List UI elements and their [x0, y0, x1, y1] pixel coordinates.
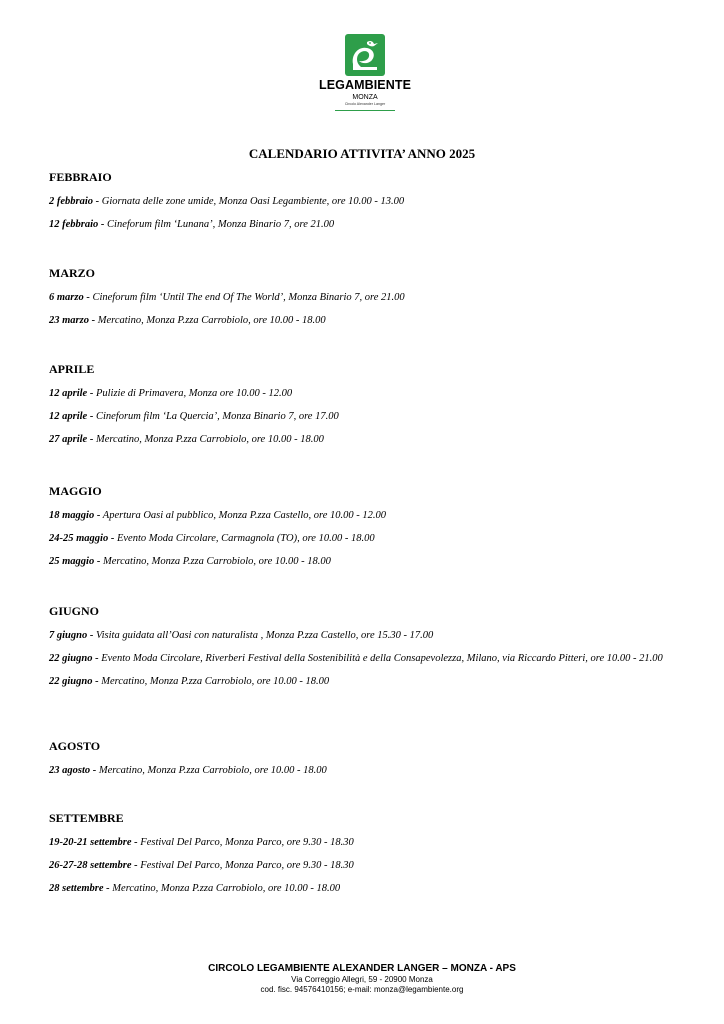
legambiente-logo	[310, 34, 420, 111]
event-text: Cineforum film ‘La Quercia’, Monza Binario 7, ore 17.00	[93, 411, 339, 422]
event-text: Mercatino, Monza P.zza Carrobiolo, ore 10.00 - 18.00	[98, 676, 330, 687]
event-date: 2 febbraio -	[49, 196, 100, 207]
event-date: 24-25 maggio -	[49, 533, 115, 544]
event-item	[49, 860, 689, 872]
event-date: 18 maggio -	[49, 510, 101, 521]
event-text: Festival Del Parco, Monza Parco, ore 9.30 - 18.30	[137, 837, 354, 848]
event-item	[49, 676, 689, 688]
event-date: 26-27-28 settembre -	[49, 860, 138, 871]
event-date: 22 giugno -	[49, 653, 99, 664]
month-heading: GIUGNO	[49, 604, 100, 618]
document-title: CALENDARIO ATTIVITA’ ANNO 2025	[248, 146, 476, 161]
event-date: 22 giugno -	[49, 676, 99, 687]
event-item	[49, 533, 689, 545]
footer-address: Via Correggio Allegri, 59 - 20900 Monza	[291, 975, 433, 984]
month-heading: MARZO	[49, 266, 95, 280]
event-date: 12 aprile -	[49, 388, 94, 399]
event-text: Cineforum film ‘Lunana’, Monza Binario 7, ore 21.00	[104, 219, 335, 230]
event-text: Apertura Oasi al pubblico, Monza P.zza Castello, ore 10.00 - 12.00	[100, 510, 386, 521]
month-heading: SETTEMBRE	[49, 811, 124, 825]
event-text: Mercatino, Monza P.zza Carrobiolo, ore 10.00 - 18.00	[95, 315, 326, 326]
event-text: Evento Moda Circolare, Riverberi Festival della Sostenibilità e della Consapevolezza, Milano, via Riccardo Pitteri, ore 10.00 - 21.00	[98, 653, 663, 664]
month-section-aprile	[49, 362, 689, 446]
event-text: Evento Moda Circolare, Carmagnola (TO), ore 10.00 - 18.00	[114, 533, 375, 544]
event-date: 28 settembre -	[49, 883, 110, 894]
logo-name: LEGAMBIENTE	[318, 78, 412, 92]
month-heading: AGOSTO	[49, 739, 101, 753]
event-date: 23 agosto -	[49, 765, 97, 776]
event-text: Mercatino, Monza P.zza Carrobiolo, ore 10.00 - 18.00	[93, 434, 324, 445]
event-text: Mercatino, Monza P.zza Carrobiolo, ore 10.00 - 18.00	[100, 556, 331, 567]
footer-organization: CIRCOLO LEGAMBIENTE ALEXANDER LANGER – MONZA - APS	[208, 963, 516, 974]
logo-divider	[335, 110, 395, 111]
footer-contacts: cod. fisc. 94576410156; e-mail: monza@legambiente.org	[260, 985, 464, 994]
event-date: 19-20-21 settembre -	[49, 837, 138, 848]
month-heading: MAGGIO	[49, 484, 102, 498]
swan-logo-icon	[345, 34, 385, 76]
event-item	[49, 388, 689, 400]
logo-city: MONZA	[352, 94, 378, 101]
event-date: 12 aprile -	[49, 411, 94, 422]
event-date: 12 febbraio -	[49, 219, 105, 230]
event-item	[49, 196, 689, 208]
event-item	[49, 630, 689, 642]
event-item	[49, 510, 689, 522]
event-text: Pulizie di Primavera, Monza ore 10.00 - 12.00	[93, 388, 293, 399]
month-heading: FEBBRAIO	[49, 170, 112, 184]
event-text: Giornata delle zone umide, Monza Oasi Legambiente, ore 10.00 - 13.00	[99, 196, 405, 207]
event-text: Mercatino, Monza P.zza Carrobiolo, ore 10.00 - 18.00	[109, 883, 341, 894]
event-item	[49, 556, 689, 568]
event-item	[49, 883, 689, 895]
event-item	[49, 315, 689, 327]
event-item	[49, 837, 689, 849]
event-item	[49, 219, 689, 231]
event-item	[49, 434, 689, 446]
month-section-maggio	[49, 484, 689, 568]
event-date: 23 marzo -	[49, 315, 96, 326]
event-date: 25 maggio -	[49, 556, 101, 567]
event-date: 6 marzo -	[49, 292, 90, 303]
event-item	[49, 765, 689, 777]
event-date: 7 giugno -	[49, 630, 94, 641]
logo-subtitle: Circolo Alexander Langer	[344, 102, 386, 106]
month-section-settembre	[49, 811, 689, 895]
event-text: Festival Del Parco, Monza Parco, ore 9.30 - 18.30	[137, 860, 354, 871]
month-heading: APRILE	[49, 362, 95, 376]
page-footer	[0, 963, 724, 995]
event-item	[49, 653, 689, 665]
event-item	[49, 411, 689, 423]
month-section-agosto	[49, 739, 689, 777]
event-text: Visita guidata all’Oasi con naturalista , Monza P.zza Castello, ore 15.30 - 17.00	[93, 630, 434, 641]
event-text: Cineforum film ‘Until The end Of The World’, Monza Binario 7, ore 21.00	[89, 292, 405, 303]
event-item	[49, 292, 689, 304]
event-date: 27 aprile -	[49, 434, 94, 445]
month-section-giugno	[49, 604, 689, 688]
event-text: Mercatino, Monza P.zza Carrobiolo, ore 10.00 - 18.00	[96, 765, 327, 776]
month-section-marzo	[49, 266, 689, 327]
month-section-febbraio	[49, 170, 689, 231]
